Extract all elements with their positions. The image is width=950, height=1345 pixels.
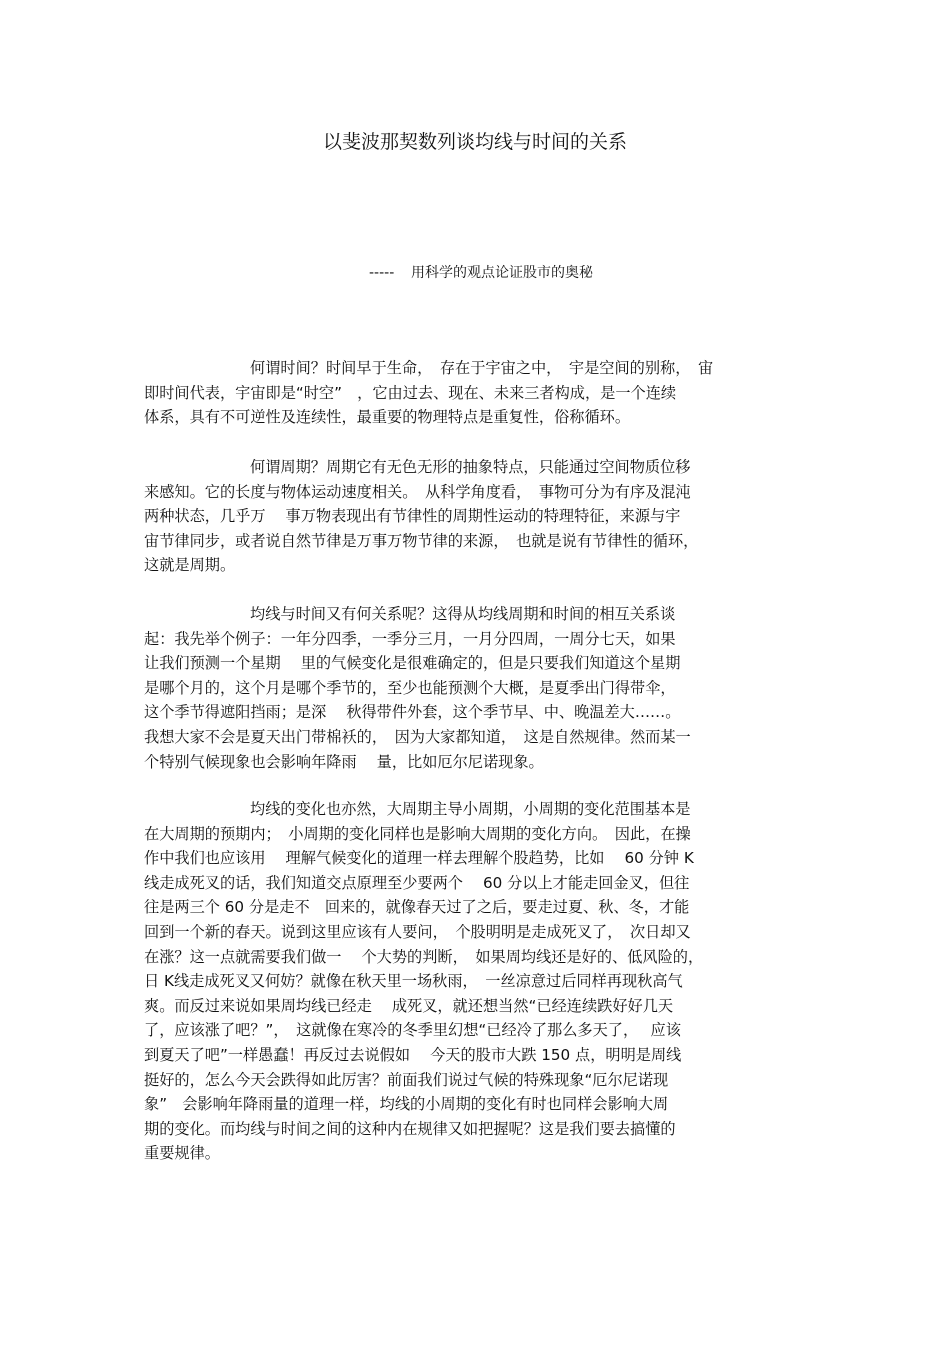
paragraph-moving-average-change — [144, 797, 808, 1166]
document-title: 以斐波那契数列谈均线与时间的关系 — [322, 131, 627, 153]
paragraph-line: 重要规律。 — [144, 1144, 220, 1163]
paragraph-line: 象” 会影响年降雨量的道理一样，均线的小周期的变化有时也同样会影响大周 — [144, 1095, 669, 1114]
paragraph-time — [144, 356, 808, 430]
paragraph-line: 线走成死叉的话，我们知道交点原理至少要两个 60 分以上才能走回金叉，但往 — [144, 873, 690, 892]
paragraph-line: 个特别气候现象也会影响年降雨 量，比如厄尔尼诺现象。 — [144, 752, 544, 771]
paragraph-line: 两种状态，几乎万 事万物表现出有节律性的周期性运动的特理特征，来源与宇 — [144, 507, 681, 526]
paragraph-line: 均线与时间又有何关系呢？这得从均线周期和时间的相互关系谈 — [250, 605, 676, 623]
paragraph-line: 作中我们也应该用 理解气候变化的道理一样去理解个股趋势，比如 60 分钟 K — [144, 849, 694, 868]
paragraph-line: 均线的变化也亦然，大周期主导小周期，小周期的变化范围基本是 — [250, 800, 691, 818]
paragraph-line: 来感知。它的长度与物体运动速度相关。 从科学角度看， 事物可分为有序及混沌 — [144, 482, 691, 501]
paragraph-line: 这就是周期。 — [144, 556, 236, 575]
paragraph-moving-average-time — [144, 602, 808, 774]
paragraph-line: 往是两三个 60 分是走不 回来的，就像春天过了之后，要走过夏、秋、冬，才能 — [144, 898, 690, 917]
paragraph-line: 挺好的，怎么今天会跌得如此厉害？前面我们说过气候的特殊现象“厄尔尼诺现 — [144, 1070, 669, 1089]
paragraph-line: 在大周期的预期内； 小周期的变化同样也是影响大周期的变化方向。 因此，在操 — [144, 824, 691, 843]
subtitle-text: 用科学的观点论证股市的奥秘 — [411, 265, 593, 281]
paragraph-line: 何谓周期？周期它有无色无形的抽象特点，只能通过空间物质位移 — [250, 458, 691, 476]
paragraph-line: 爽。而反过来说如果周均线已经走 成死叉，就还想当然“已经连续跌好好几天 — [144, 996, 674, 1015]
paragraph-line: 何谓时间？时间早于生命， 存在于宇宙之中， 宇是空间的别称， 宙 — [250, 359, 714, 377]
paragraph-line: 体系，具有不可逆性及连续性，最重要的物理特点是重复性，俗称循环。 — [144, 408, 630, 427]
paragraph-line: 这个季节得遮阳挡雨；是深 秋得带件外套，这个季节早、中、晚温差大……。 — [144, 703, 681, 722]
paragraph-line: 是哪个月的，这个月是哪个季节的，至少也能预测个大概，是夏季出门得带伞， — [144, 678, 676, 697]
paragraph-cycle — [144, 455, 808, 578]
paragraph-line: 即时间代表，宇宙即是“时空” ，它由过去、现在、未来三者构成，是一个连续 — [144, 383, 677, 402]
paragraph-line: 期的变化。而均线与时间之间的这种内在规律又如把握呢？这是我们要去搞懂的 — [144, 1119, 676, 1138]
paragraph-line: 起：我先举个例子：一年分四季，一季分三月，一月分四周，一周分七天，如果 — [144, 629, 676, 648]
paragraph-line: 了，应该涨了吧？”， 这就像在寒冷的冬季里幻想“已经冷了那么多天了， 应该 — [144, 1021, 681, 1040]
paragraph-line: 我想大家不会是夏天出门带棉袄的， 因为大家都知道， 这是自然规律。然而某一 — [144, 727, 691, 746]
paragraph-line: 在涨？这一点就需要我们做一 个大势的判断， 如果周均线还是好的、低风险的， — [144, 947, 704, 966]
paragraph-line: 宙节律同步，或者说自然节律是万事万物节律的来源， 也就是说有节律性的循环， — [144, 531, 699, 550]
paragraph-line: 回到一个新的春天。说到这里应该有人要问， 个股明明是走成死叉了， 次日却又 — [144, 922, 691, 941]
document-subtitle — [369, 263, 593, 283]
paragraph-line: 让我们预测一个星期 里的气候变化是很难确定的，但是只要我们知道这个星期 — [144, 654, 681, 673]
paragraph-line: 日 K线走成死叉又何妨？就像在秋天里一场秋雨， 一丝凉意过后同样再现秋高气 — [144, 972, 683, 991]
paragraph-line: 到夏天了吧”一样愚蠢！再反过去说假如 今天的股市大跌 150 点，明明是周线 — [144, 1045, 682, 1064]
subtitle-dash: ----- — [369, 265, 395, 281]
